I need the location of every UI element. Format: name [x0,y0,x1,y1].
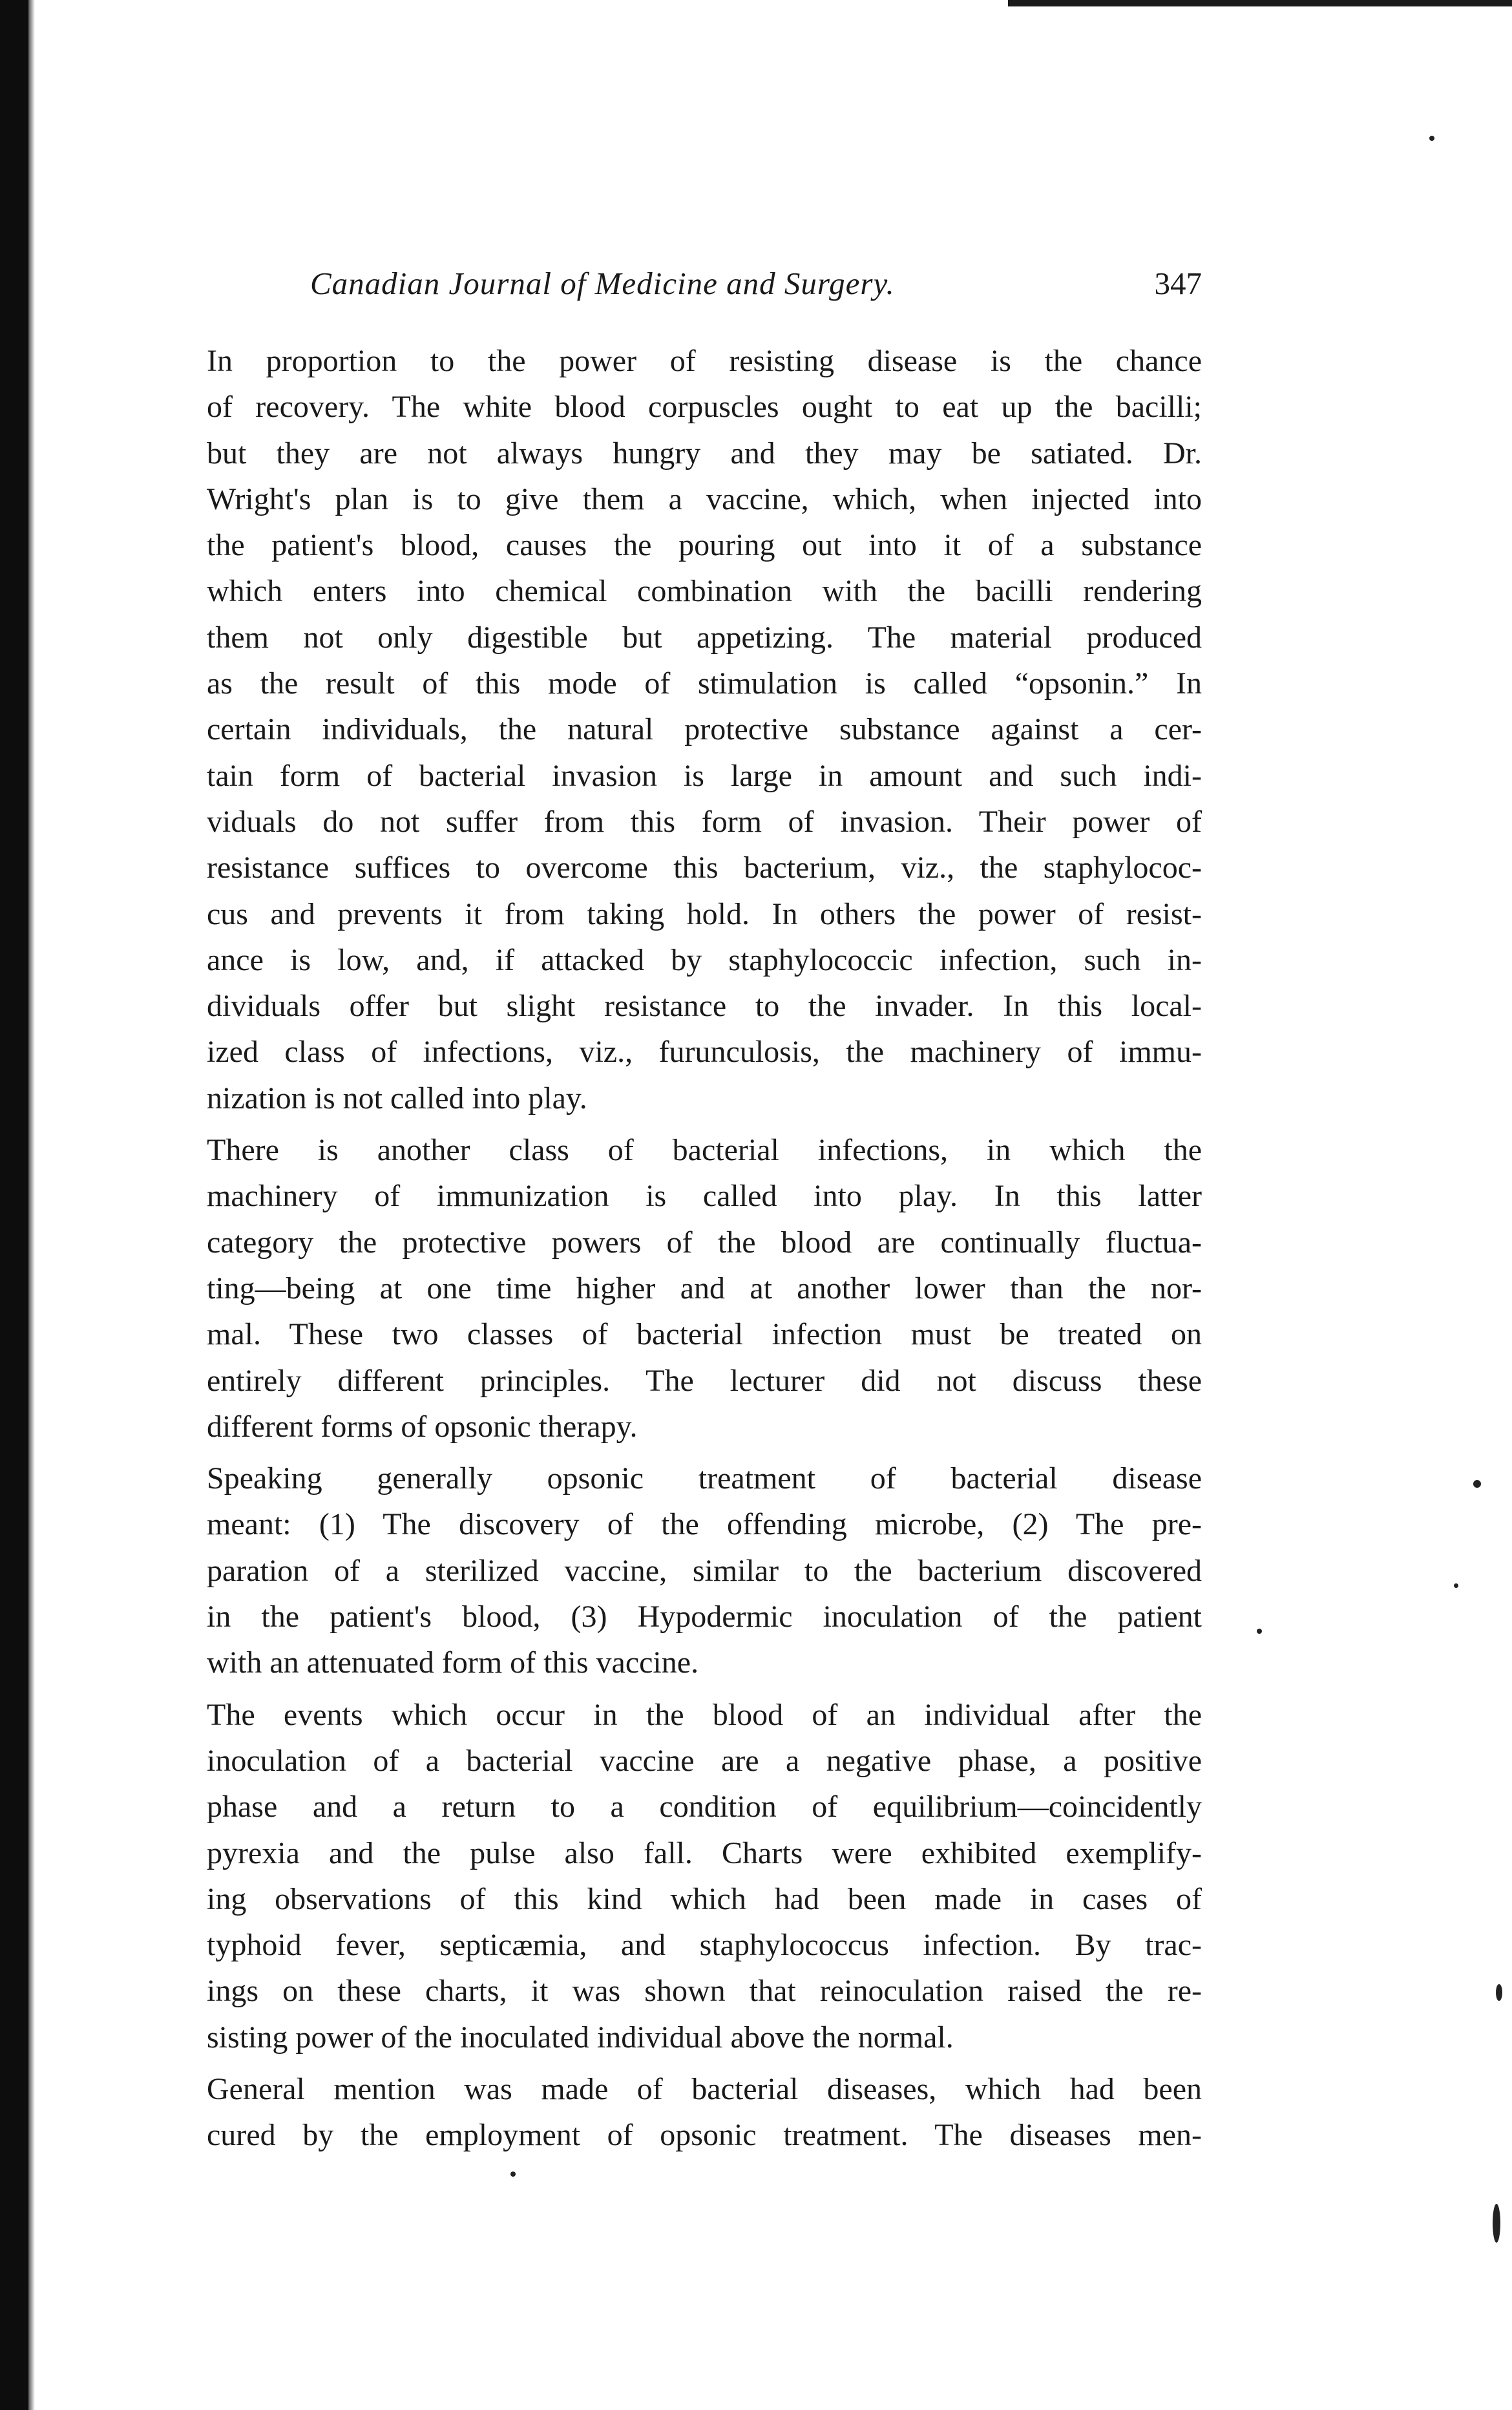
text-line: as the result of this mode of stimulation is called “opsonin.” In [207,666,1202,701]
text-line: There is another class of bacterial infections, in which the [207,1133,1202,1168]
paragraph-3 [207,1455,1202,1686]
text-line: them not only digestible but appetizing. The material produced [207,620,1202,655]
text-line: meant: (1) The discovery of the offending microbe, (2) The pre- [207,1507,1202,1542]
text-line: ance is low, and, if attacked by staphylococcic infection, such in- [207,942,1202,977]
text-line: with an attenuated form of this vaccine. [207,1645,699,1680]
scan-top-rule [1008,0,1512,6]
scan-speck [1473,1480,1481,1488]
scan-speck [1454,1583,1458,1588]
text-line: ized class of infections, viz., furunculosis, the machinery of immu- [207,1035,1202,1070]
text-line: viduals do not suffer from this form of invasion. Their power of [207,804,1202,839]
text-line: tain form of bacterial invasion is large in amount and such indi- [207,758,1202,793]
text-line: machinery of immunization is called into play. In this latter [207,1179,1202,1214]
text-line: entirely different principles. The lecturer did not discuss these [207,1363,1202,1398]
text-line: General mention was made of bacterial diseases, which had been [207,2071,1202,2106]
text-line: paration of a sterilized vaccine, similar to the bacterium discovered [207,1553,1202,1588]
text-line: inoculation of a bacterial vaccine are a negative phase, a positive [207,1743,1202,1778]
scan-speck [1496,1984,1502,2001]
text-line: pyrexia and the pulse also fall. Charts were exhibited exemplify- [207,1835,1202,1870]
scan-binding-edge [0,0,28,2410]
text-line: The events which occur in the blood of an individual after the [207,1697,1202,1732]
text-line: in the patient's blood, (3) Hypodermic inoculation of the patient [207,1600,1202,1634]
paragraph-1 [207,338,1202,1121]
text-line: Speaking generally opsonic treatment of bacterial disease [207,1461,1202,1496]
text-line: different forms of opsonic therapy. [207,1409,638,1444]
text-line: resistance suffices to overcome this bacterium, viz., the staphylococ- [207,851,1202,885]
text-line: the patient's blood, causes the pouring out into it of a substance [207,528,1202,563]
text-line: dividuals offer but slight resistance to the invader. In this local- [207,989,1202,1024]
text-line: of recovery. The white blood corpuscles ought to eat up the bacilli; [207,390,1202,425]
article-body [207,338,1202,2164]
text-line: sisting power of the inoculated individual above the normal. [207,2020,954,2055]
scan-speck [1493,2204,1500,2243]
page-header [310,265,1215,317]
page-number: 347 [1154,266,1202,301]
text-line: ting—being at one time higher and at another lower than the nor- [207,1271,1202,1305]
scan-speck [510,2172,516,2177]
text-line: cured by the employment of opsonic treatment. The diseases men- [207,2118,1202,2153]
running-title: Canadian Journal of Medicine and Surgery. [310,266,895,301]
scan-speck [1429,136,1434,141]
text-line: Wright's plan is to give them a vaccine, which, when injected into [207,481,1202,516]
text-line: category the protective powers of the blood are continually fluctua- [207,1225,1202,1260]
paragraph-5 [207,2066,1202,2159]
text-line: nization is not called into play. [207,1081,587,1115]
text-line: but they are not always hungry and they may be satiated. Dr. [207,436,1202,470]
text-line: In proportion to the power of resisting disease is the chance [207,344,1202,378]
paragraph-2 [207,1127,1202,1450]
text-line: certain individuals, the natural protective substance against a cer- [207,712,1202,747]
text-line: typhoid fever, septicæmia, and staphylococcus infection. By trac- [207,1928,1202,1963]
text-line: cus and prevents it from taking hold. In others the power of resist- [207,896,1202,931]
text-line: which enters into chemical combination with the bacilli rendering [207,574,1202,609]
text-line: ings on these charts, it was shown that reinoculation raised the re- [207,1974,1202,2009]
text-line: mal. These two classes of bacterial infection must be treated on [207,1317,1202,1352]
paragraph-4 [207,1692,1202,2060]
text-line: phase and a return to a condition of equilibrium—coincidently [207,1790,1202,1824]
text-line: ing observations of this kind which had been made in cases of [207,1881,1202,1916]
scan-speck [1257,1629,1262,1634]
